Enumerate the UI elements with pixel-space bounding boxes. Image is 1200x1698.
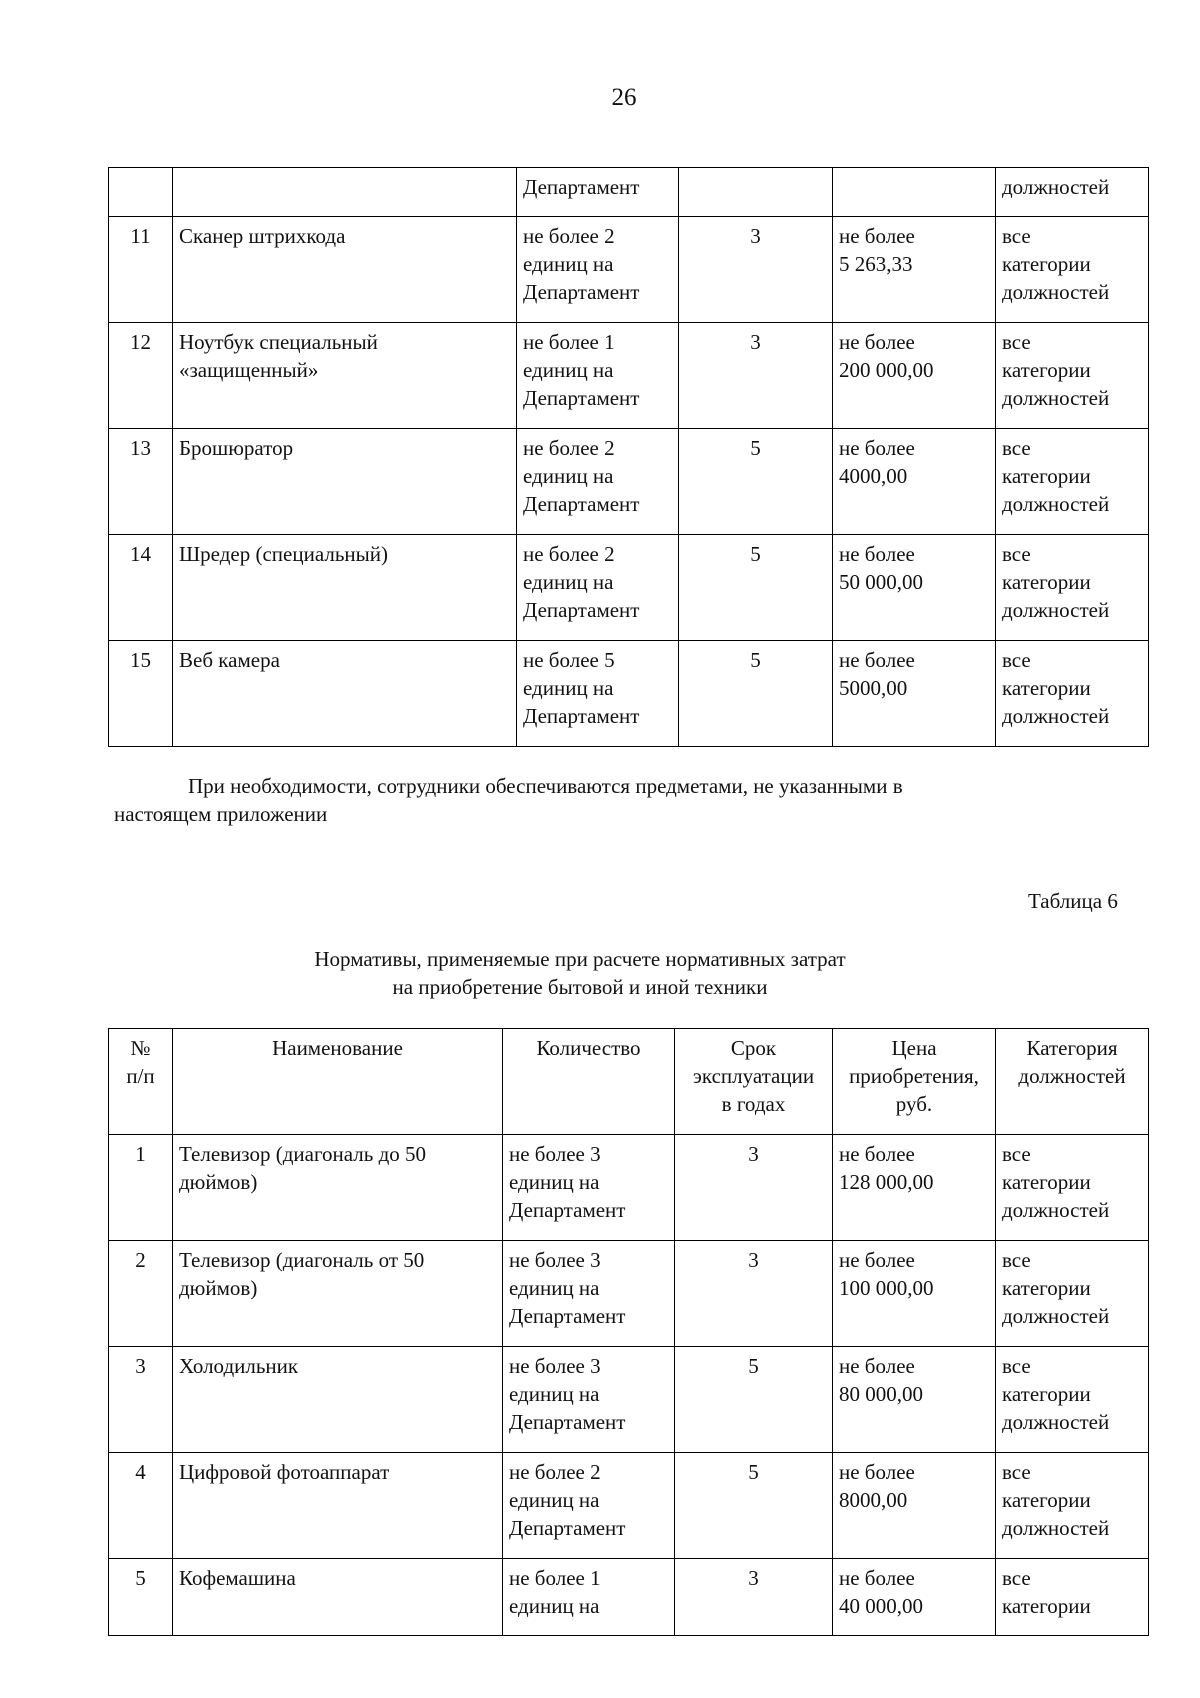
table-title-line-1: Нормативы, применяемые при расчете нормативных затрат: [314, 947, 846, 971]
cell-num: 3: [109, 1347, 173, 1453]
table-row: [109, 1559, 1149, 1636]
cell-price: не более 80 000,00: [833, 1347, 996, 1453]
cell-price: не более 4000,00: [833, 429, 996, 535]
cell-term: 5: [679, 535, 833, 641]
cell-term: 3: [675, 1241, 833, 1347]
header-cell-num: № п/п: [109, 1029, 173, 1135]
cell-qty: не более 3 единиц на Департамент: [503, 1241, 675, 1347]
cell-price: [833, 168, 996, 217]
cell-qty: не более 1 единиц на Департамент: [517, 323, 679, 429]
cell-price: не более 200 000,00: [833, 323, 996, 429]
table-row: [109, 535, 1149, 641]
cell-num: 13: [109, 429, 173, 535]
cell-num: 4: [109, 1453, 173, 1559]
table-title-line-2: на приобретение бытовой и иной техники: [392, 975, 768, 999]
cell-term: 5: [675, 1453, 833, 1559]
cell-num: 14: [109, 535, 173, 641]
cell-num: 1: [109, 1135, 173, 1241]
cell-num: 2: [109, 1241, 173, 1347]
note-line-2: настоящем приложении: [114, 802, 328, 826]
cell-num: 5: [109, 1559, 173, 1636]
cell-term: 5: [679, 641, 833, 747]
cell-term: [679, 168, 833, 217]
cell-category: все категории должностей: [996, 217, 1149, 323]
header-cell-category: Категория должностей: [996, 1029, 1149, 1135]
cell-term: 5: [679, 429, 833, 535]
table-row: [109, 168, 1149, 217]
cell-category: все категории: [996, 1559, 1149, 1636]
cell-price: не более 128 000,00: [833, 1135, 996, 1241]
cell-qty: не более 5 единиц на Департамент: [517, 641, 679, 747]
cell-num: 15: [109, 641, 173, 747]
cell-name: Шредер (специальный): [173, 535, 517, 641]
header-cell-price: Цена приобретения, руб.: [833, 1029, 996, 1135]
cell-term: 3: [679, 217, 833, 323]
cell-term: 3: [675, 1559, 833, 1636]
cell-price: не более 100 000,00: [833, 1241, 996, 1347]
table-row: [109, 1347, 1149, 1453]
cell-category: должностей: [996, 168, 1149, 217]
cell-qty: не более 2 единиц на Департамент: [517, 535, 679, 641]
cell-term: 3: [675, 1135, 833, 1241]
cell-num: 11: [109, 217, 173, 323]
cell-qty: не более 2 единиц на Департамент: [517, 217, 679, 323]
table-row: [109, 429, 1149, 535]
table-row: [109, 1135, 1149, 1241]
equipment-table-continued: [108, 167, 1149, 747]
cell-qty: не более 2 единиц на Департамент: [517, 429, 679, 535]
cell-category: все категории должностей: [996, 323, 1149, 429]
cell-category: все категории должностей: [996, 535, 1149, 641]
cell-category: все категории должностей: [996, 429, 1149, 535]
cell-name: Веб камера: [173, 641, 517, 747]
cell-category: все категории должностей: [996, 1347, 1149, 1453]
cell-name: [173, 168, 517, 217]
cell-price: не более 50 000,00: [833, 535, 996, 641]
cell-qty: не более 1 единиц на: [503, 1559, 675, 1636]
note-line-1: При необходимости, сотрудники обеспечиваются предметами, не указанными в: [188, 774, 903, 798]
cell-name: Цифровой фотоаппарат: [173, 1453, 503, 1559]
cell-name: Телевизор (диагональ от 50 дюймов): [173, 1241, 503, 1347]
table-title: [0, 945, 1160, 1001]
cell-price: не более 40 000,00: [833, 1559, 996, 1636]
cell-term: 3: [679, 323, 833, 429]
cell-name: Ноутбук специальный «защищенный»: [173, 323, 517, 429]
cell-name: Холодильник: [173, 1347, 503, 1453]
cell-qty: не более 3 единиц на Департамент: [503, 1347, 675, 1453]
cell-price: не более 5 263,33: [833, 217, 996, 323]
header-cell-name: Наименование: [173, 1029, 503, 1135]
cell-category: все категории должностей: [996, 1135, 1149, 1241]
page-number: 26: [611, 84, 637, 111]
cell-name: Телевизор (диагональ до 50 дюймов): [173, 1135, 503, 1241]
header-cell-qty: Количество: [503, 1029, 675, 1135]
cell-category: все категории должностей: [996, 641, 1149, 747]
cell-price: не более 5000,00: [833, 641, 996, 747]
table-row: [109, 641, 1149, 747]
table-row: [109, 217, 1149, 323]
table-row: [109, 323, 1149, 429]
cell-num: [109, 168, 173, 217]
cell-name: Сканер штрихкода: [173, 217, 517, 323]
note-paragraph: [114, 772, 1154, 828]
table-row: [109, 1241, 1149, 1347]
household-equipment-table: [108, 1028, 1149, 1636]
cell-price: не более 8000,00: [833, 1453, 996, 1559]
cell-qty: не более 3 единиц на Департамент: [503, 1135, 675, 1241]
cell-qty: Департамент: [517, 168, 679, 217]
table-row: [109, 1453, 1149, 1559]
cell-qty: не более 2 единиц на Департамент: [503, 1453, 675, 1559]
table-header-row: [109, 1029, 1149, 1135]
cell-term: 5: [675, 1347, 833, 1453]
cell-name: Брошюратор: [173, 429, 517, 535]
cell-name: Кофемашина: [173, 1559, 503, 1636]
cell-category: все категории должностей: [996, 1453, 1149, 1559]
cell-num: 12: [109, 323, 173, 429]
table-label: Таблица 6: [1028, 889, 1118, 913]
header-cell-term: Срок эксплуатации в годах: [675, 1029, 833, 1135]
cell-category: все категории должностей: [996, 1241, 1149, 1347]
